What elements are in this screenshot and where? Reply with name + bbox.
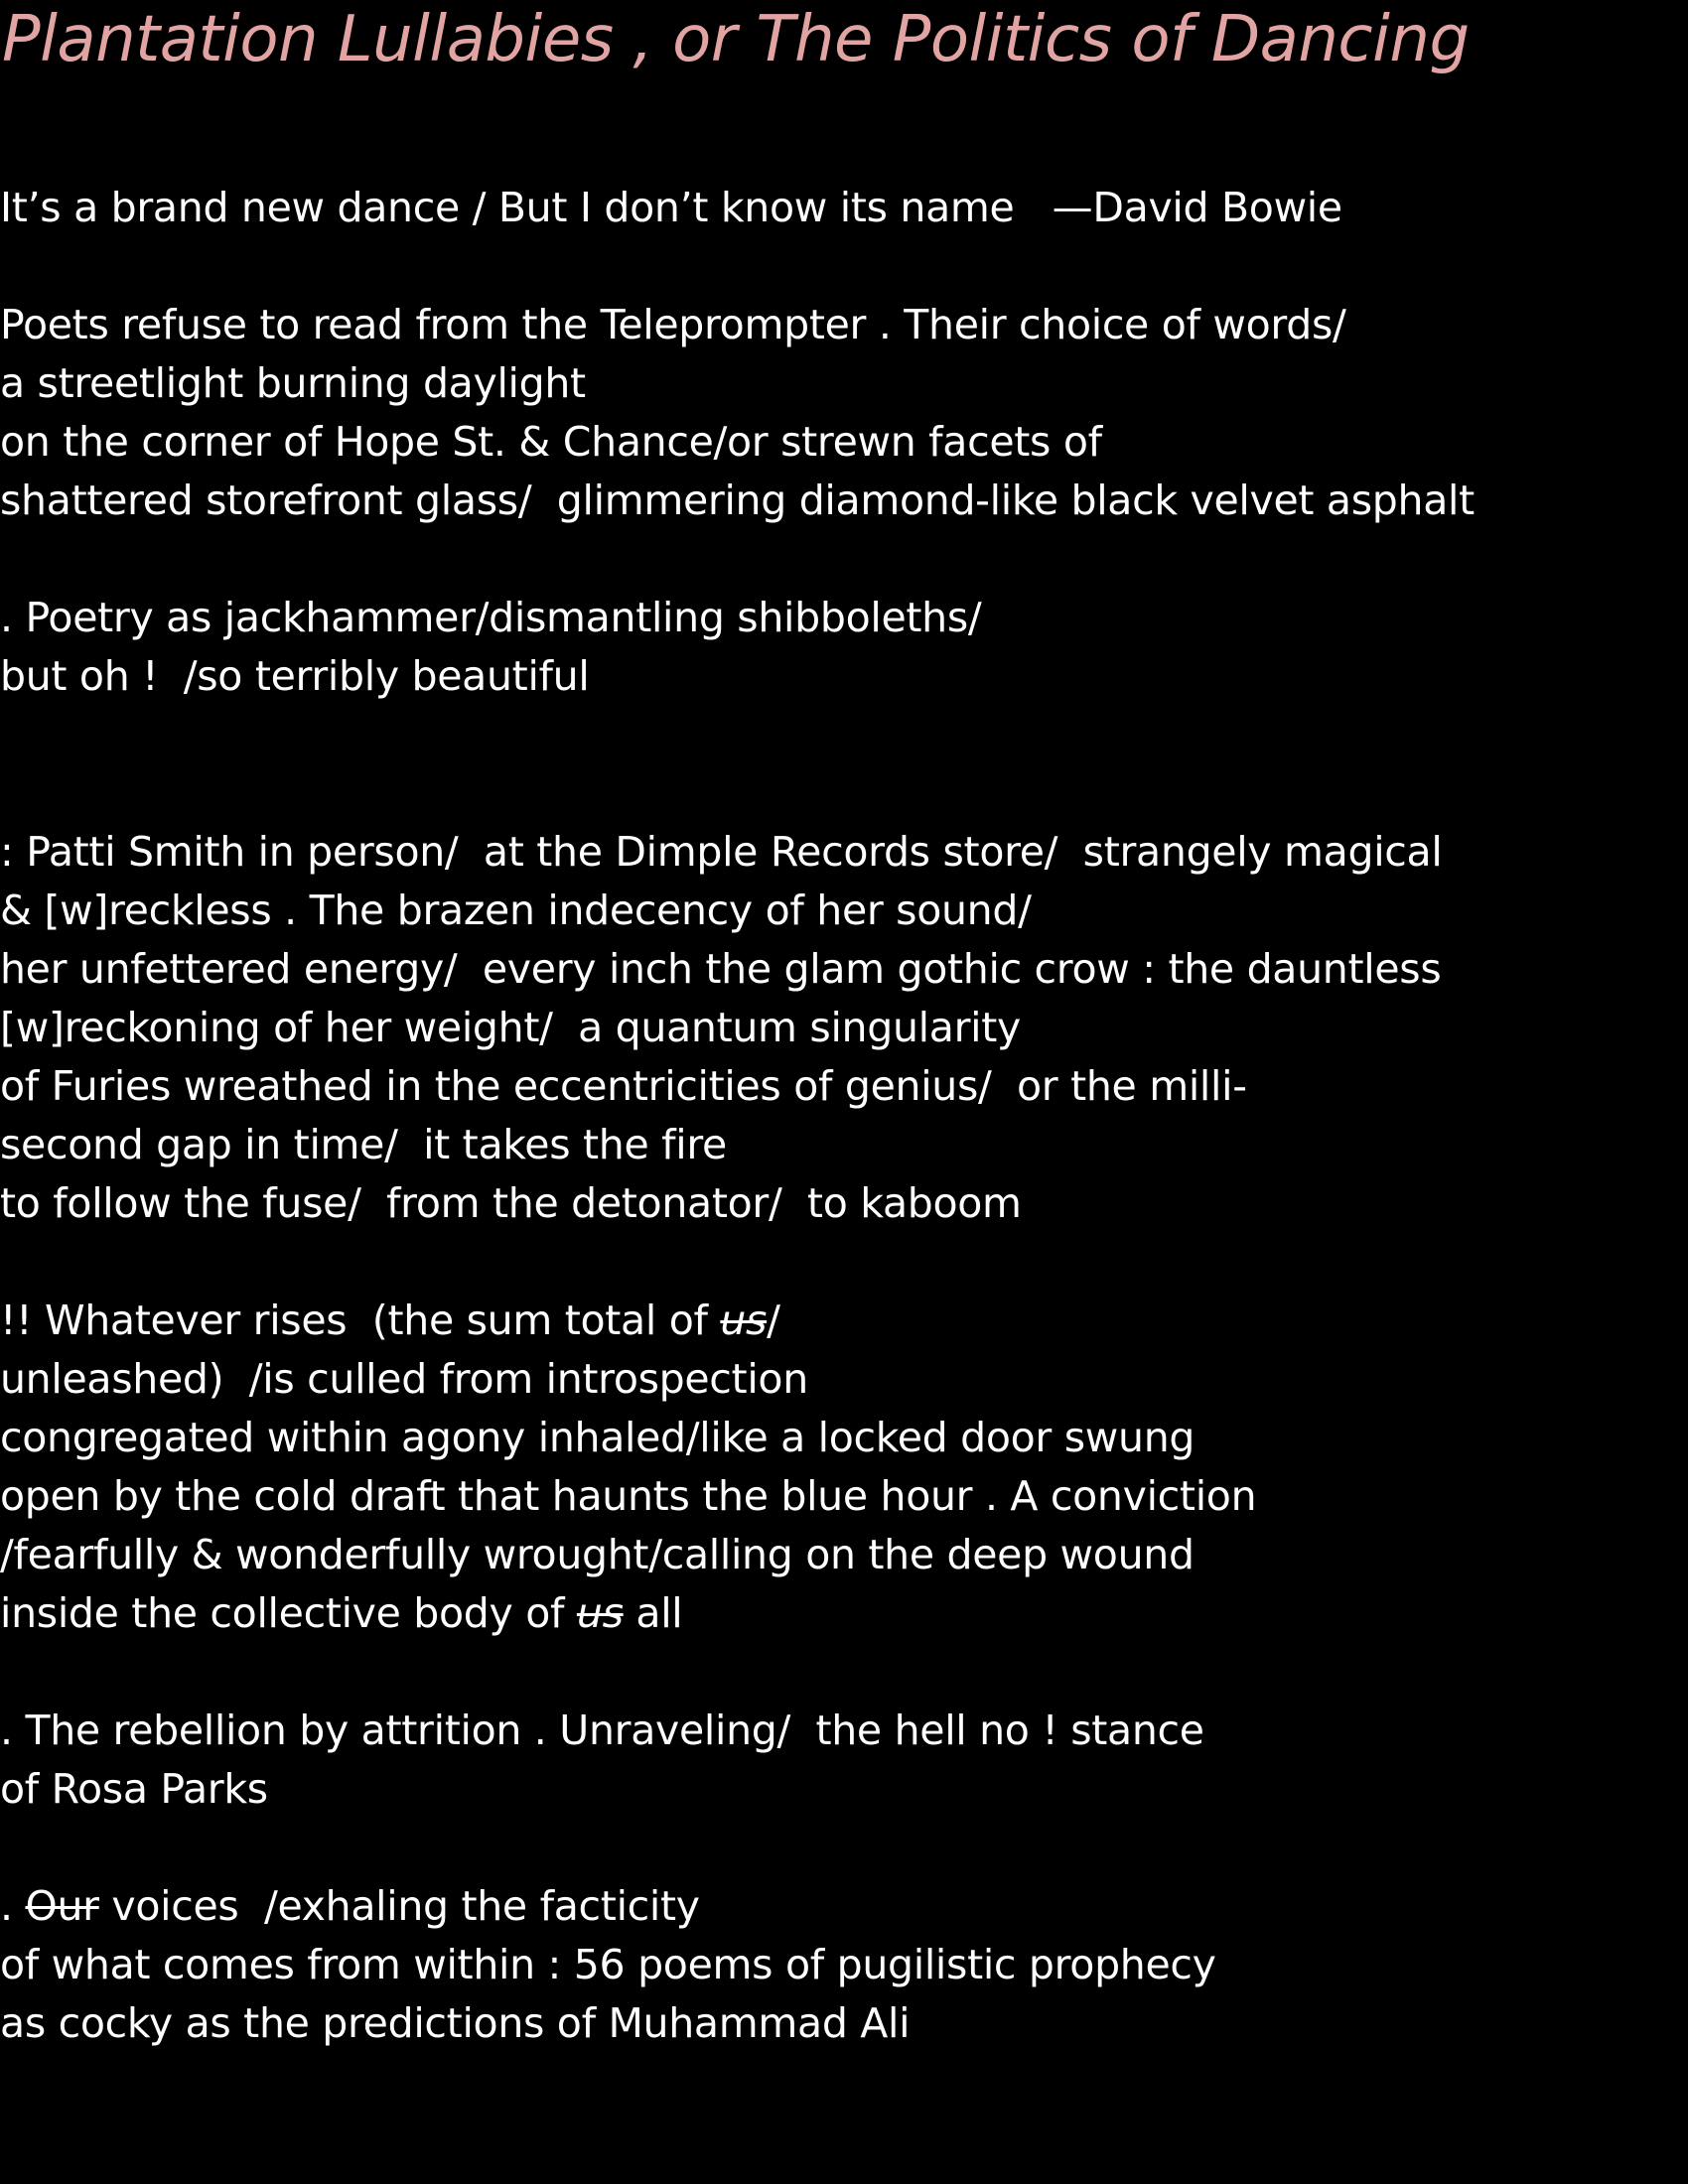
poem-line: [w]reckoning of her weight/ a quantum singularity [0, 1004, 1021, 1051]
poem-line: of what comes from within : 56 poems of pugilistic prophecy [0, 1941, 1216, 1988]
poem-line: /fearfully & wonderfully wrought/calling on the deep wound [0, 1531, 1195, 1578]
poem-line: of Furies wreathed in the eccentricities of genius/ or the milli- [0, 1062, 1247, 1110]
epigraph: It’s a brand new dance / But I don’t know its name —David Bowie [0, 184, 1342, 231]
line-text: !! Whatever rises (the sum total of [0, 1297, 721, 1344]
poem-line: a streetlight burning daylight [0, 359, 586, 407]
poem-line: : Patti Smith in person/ at the Dimple Records store/ strangely magical [0, 828, 1443, 876]
line-text: voices /exhaling the facticity [98, 1882, 700, 1930]
poem-line: second gap in time/ it takes the fire [0, 1121, 727, 1168]
poem-line [0, 1881, 700, 1931]
poem-line: but oh ! /so terribly beautiful [0, 652, 590, 700]
poem-line: Poets refuse to read from the Teleprompter . Their choice of words/ [0, 301, 1346, 348]
poem-title: Plantation Lullabies , or The Politics of Dancing [2, 3, 1470, 76]
struck-word: us [576, 1589, 624, 1637]
poem-line: & [w]reckless . The brazen indecency of her sound/ [0, 887, 1032, 934]
struck-word: us [720, 1297, 768, 1344]
line-text: inside the collective body of [0, 1589, 577, 1637]
line-text: . [0, 1882, 26, 1930]
poem-line: shattered storefront glass/ glimmering diamond-like black velvet asphalt [0, 477, 1475, 524]
line-text: all [623, 1589, 683, 1637]
poem-line: . The rebellion by attrition . Unraveling/ the hell no ! stance [0, 1706, 1204, 1754]
poem-line: unleashed) /is culled from introspection [0, 1355, 808, 1403]
struck-word: Our [25, 1882, 99, 1930]
poem-line: . Poetry as jackhammer/dismantling shibboleths/ [0, 594, 982, 641]
line-text: / [767, 1297, 780, 1344]
poem-line: on the corner of Hope St. & Chance/or strewn facets of [0, 418, 1102, 466]
poem-line: open by the cold draft that haunts the blue hour . A conviction [0, 1472, 1257, 1520]
poem-line [0, 1296, 780, 1345]
poem-line: as cocky as the predictions of Muhammad Ali [0, 1999, 911, 2047]
poem-line: of Rosa Parks [0, 1765, 268, 1813]
poem-line [0, 1588, 682, 1638]
poem-line: congregated within agony inhaled/like a locked door swung [0, 1414, 1196, 1461]
poem-line: her unfettered energy/ every inch the glam gothic crow : the dauntless [0, 945, 1442, 993]
poem-line: to follow the fuse/ from the detonator/ to kaboom [0, 1179, 1022, 1227]
